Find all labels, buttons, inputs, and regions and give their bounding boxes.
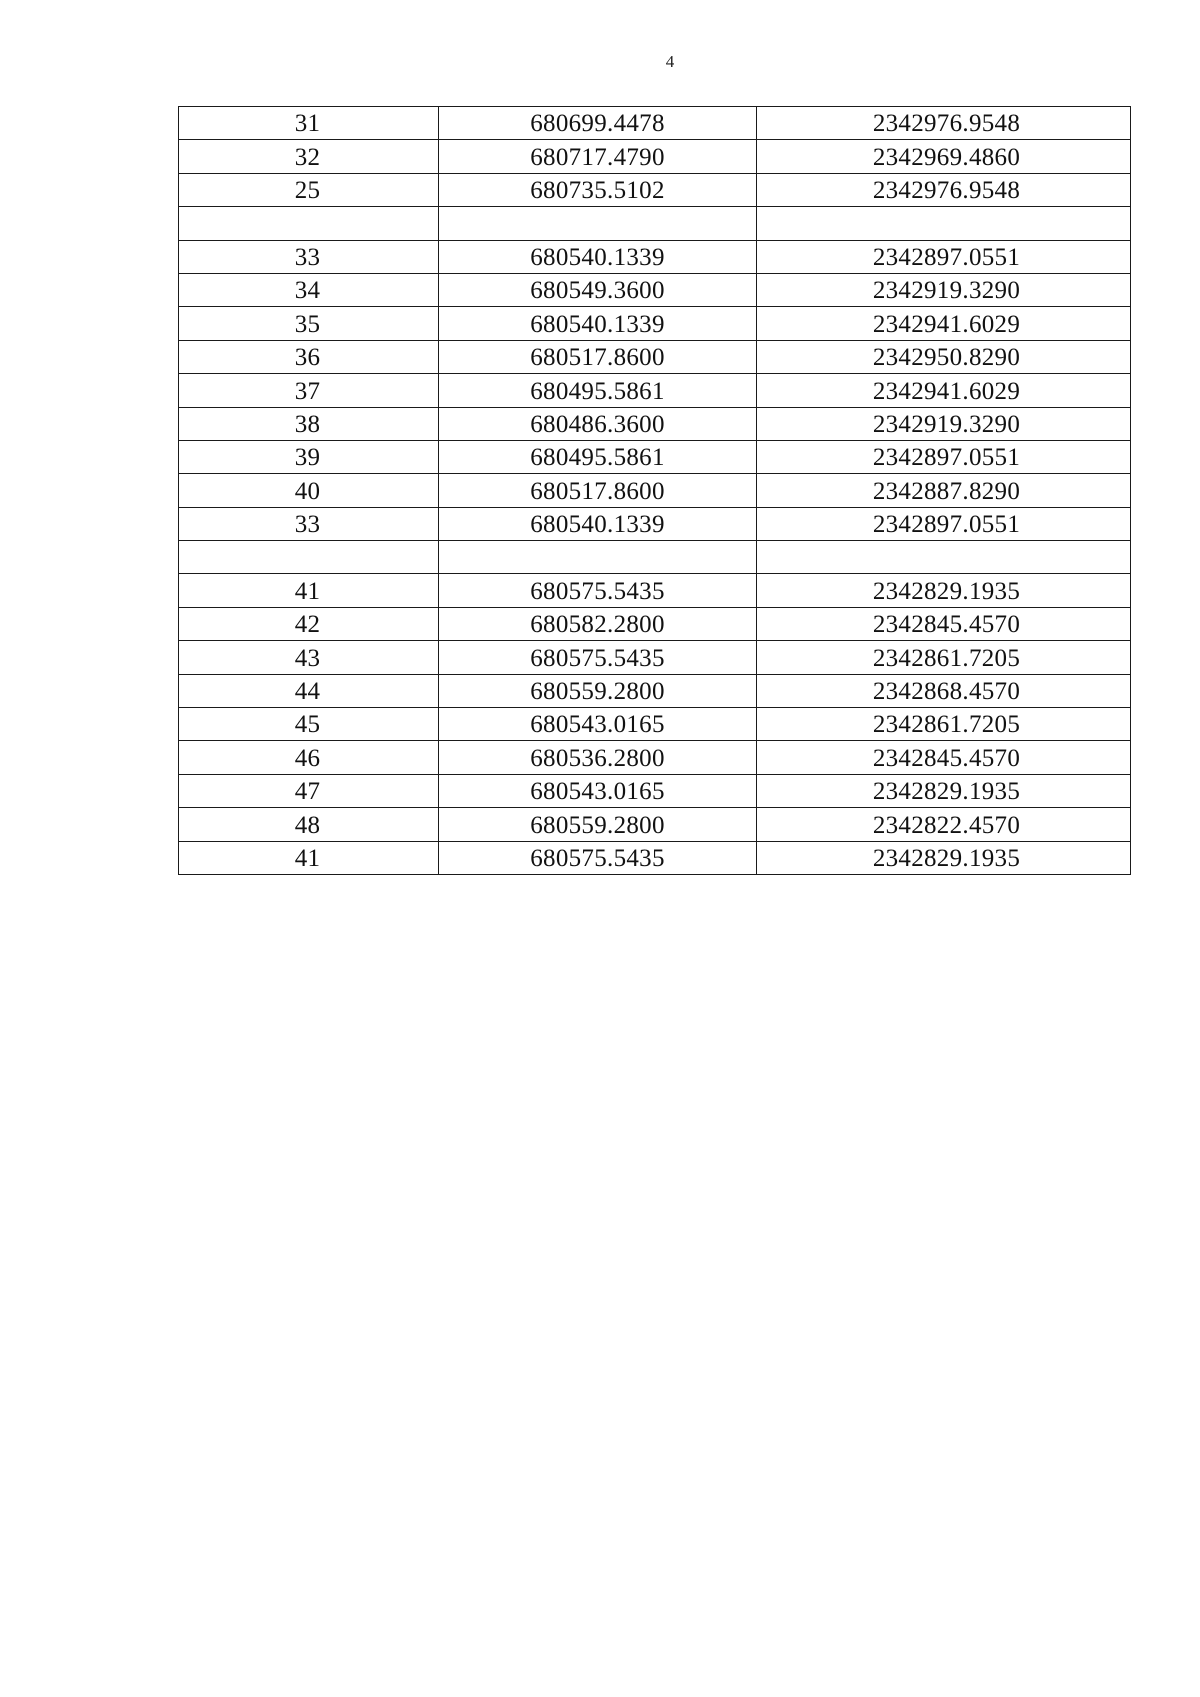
y-coordinate-cell: 2342976.9548 — [757, 107, 1131, 140]
table-row — [179, 140, 1131, 173]
x-coordinate-cell: 680517.8600 — [439, 340, 757, 373]
table-row — [179, 240, 1131, 273]
x-coordinate-cell: 680540.1339 — [439, 240, 757, 273]
y-coordinate-cell: 2342976.9548 — [757, 173, 1131, 206]
point-number-cell: 38 — [179, 407, 439, 440]
y-coordinate-cell: 2342829.1935 — [757, 841, 1131, 874]
x-coordinate-cell: 680495.5861 — [439, 374, 757, 407]
x-coordinate-cell — [439, 541, 757, 574]
point-number-cell: 35 — [179, 307, 439, 340]
point-number-cell: 47 — [179, 774, 439, 807]
point-number-cell: 33 — [179, 240, 439, 273]
point-number-cell: 39 — [179, 440, 439, 473]
table-row — [179, 674, 1131, 707]
y-coordinate-cell: 2342919.3290 — [757, 273, 1131, 306]
x-coordinate-cell: 680549.3600 — [439, 273, 757, 306]
x-coordinate-cell: 680735.5102 — [439, 173, 757, 206]
x-coordinate-cell: 680536.2800 — [439, 741, 757, 774]
coordinate-table — [178, 106, 1131, 875]
y-coordinate-cell: 2342941.6029 — [757, 374, 1131, 407]
x-coordinate-cell: 680559.2800 — [439, 808, 757, 841]
separator-row — [179, 541, 1131, 574]
y-coordinate-cell: 2342868.4570 — [757, 674, 1131, 707]
y-coordinate-cell: 2342861.7205 — [757, 641, 1131, 674]
point-number-cell: 41 — [179, 841, 439, 874]
point-number-cell: 44 — [179, 674, 439, 707]
point-number-cell — [179, 207, 439, 240]
coordinate-table-body — [179, 107, 1131, 875]
x-coordinate-cell: 680543.0165 — [439, 774, 757, 807]
point-number-cell: 31 — [179, 107, 439, 140]
x-coordinate-cell: 680699.4478 — [439, 107, 757, 140]
point-number-cell: 32 — [179, 140, 439, 173]
point-number-cell: 33 — [179, 507, 439, 540]
y-coordinate-cell: 2342950.8290 — [757, 340, 1131, 373]
x-coordinate-cell: 680517.8600 — [439, 474, 757, 507]
separator-row — [179, 207, 1131, 240]
y-coordinate-cell — [757, 207, 1131, 240]
table-row — [179, 741, 1131, 774]
y-coordinate-cell: 2342897.0551 — [757, 240, 1131, 273]
point-number-cell: 40 — [179, 474, 439, 507]
point-number-cell: 34 — [179, 273, 439, 306]
point-number-cell — [179, 541, 439, 574]
point-number-cell: 48 — [179, 808, 439, 841]
table-row — [179, 774, 1131, 807]
y-coordinate-cell: 2342887.8290 — [757, 474, 1131, 507]
table-row — [179, 507, 1131, 540]
y-coordinate-cell: 2342829.1935 — [757, 574, 1131, 607]
point-number-cell: 25 — [179, 173, 439, 206]
x-coordinate-cell: 680486.3600 — [439, 407, 757, 440]
y-coordinate-cell: 2342941.6029 — [757, 307, 1131, 340]
x-coordinate-cell: 680575.5435 — [439, 841, 757, 874]
point-number-cell: 46 — [179, 741, 439, 774]
table-row — [179, 641, 1131, 674]
table-row — [179, 407, 1131, 440]
point-number-cell: 41 — [179, 574, 439, 607]
point-number-cell: 45 — [179, 708, 439, 741]
y-coordinate-cell: 2342845.4570 — [757, 607, 1131, 640]
point-number-cell: 36 — [179, 340, 439, 373]
page-number: 4 — [665, 52, 675, 71]
x-coordinate-cell: 680717.4790 — [439, 140, 757, 173]
y-coordinate-cell: 2342919.3290 — [757, 407, 1131, 440]
y-coordinate-cell: 2342829.1935 — [757, 774, 1131, 807]
point-number-cell: 43 — [179, 641, 439, 674]
table-row — [179, 841, 1131, 874]
y-coordinate-cell: 2342897.0551 — [757, 440, 1131, 473]
table-row — [179, 340, 1131, 373]
table-row — [179, 374, 1131, 407]
y-coordinate-cell — [757, 541, 1131, 574]
x-coordinate-cell: 680559.2800 — [439, 674, 757, 707]
table-row — [179, 474, 1131, 507]
table-row — [179, 173, 1131, 206]
y-coordinate-cell: 2342822.4570 — [757, 808, 1131, 841]
y-coordinate-cell: 2342845.4570 — [757, 741, 1131, 774]
point-number-cell: 42 — [179, 607, 439, 640]
y-coordinate-cell: 2342969.4860 — [757, 140, 1131, 173]
table-row — [179, 808, 1131, 841]
table-row — [179, 574, 1131, 607]
table-row — [179, 307, 1131, 340]
x-coordinate-cell: 680543.0165 — [439, 708, 757, 741]
x-coordinate-cell: 680575.5435 — [439, 641, 757, 674]
x-coordinate-cell: 680540.1339 — [439, 507, 757, 540]
table-row — [179, 708, 1131, 741]
x-coordinate-cell: 680575.5435 — [439, 574, 757, 607]
y-coordinate-cell: 2342861.7205 — [757, 708, 1131, 741]
x-coordinate-cell: 680495.5861 — [439, 440, 757, 473]
point-number-cell: 37 — [179, 374, 439, 407]
table-row — [179, 607, 1131, 640]
x-coordinate-cell: 680582.2800 — [439, 607, 757, 640]
table-row — [179, 273, 1131, 306]
table-row — [179, 107, 1131, 140]
y-coordinate-cell: 2342897.0551 — [757, 507, 1131, 540]
x-coordinate-cell: 680540.1339 — [439, 307, 757, 340]
x-coordinate-cell — [439, 207, 757, 240]
table-row — [179, 440, 1131, 473]
